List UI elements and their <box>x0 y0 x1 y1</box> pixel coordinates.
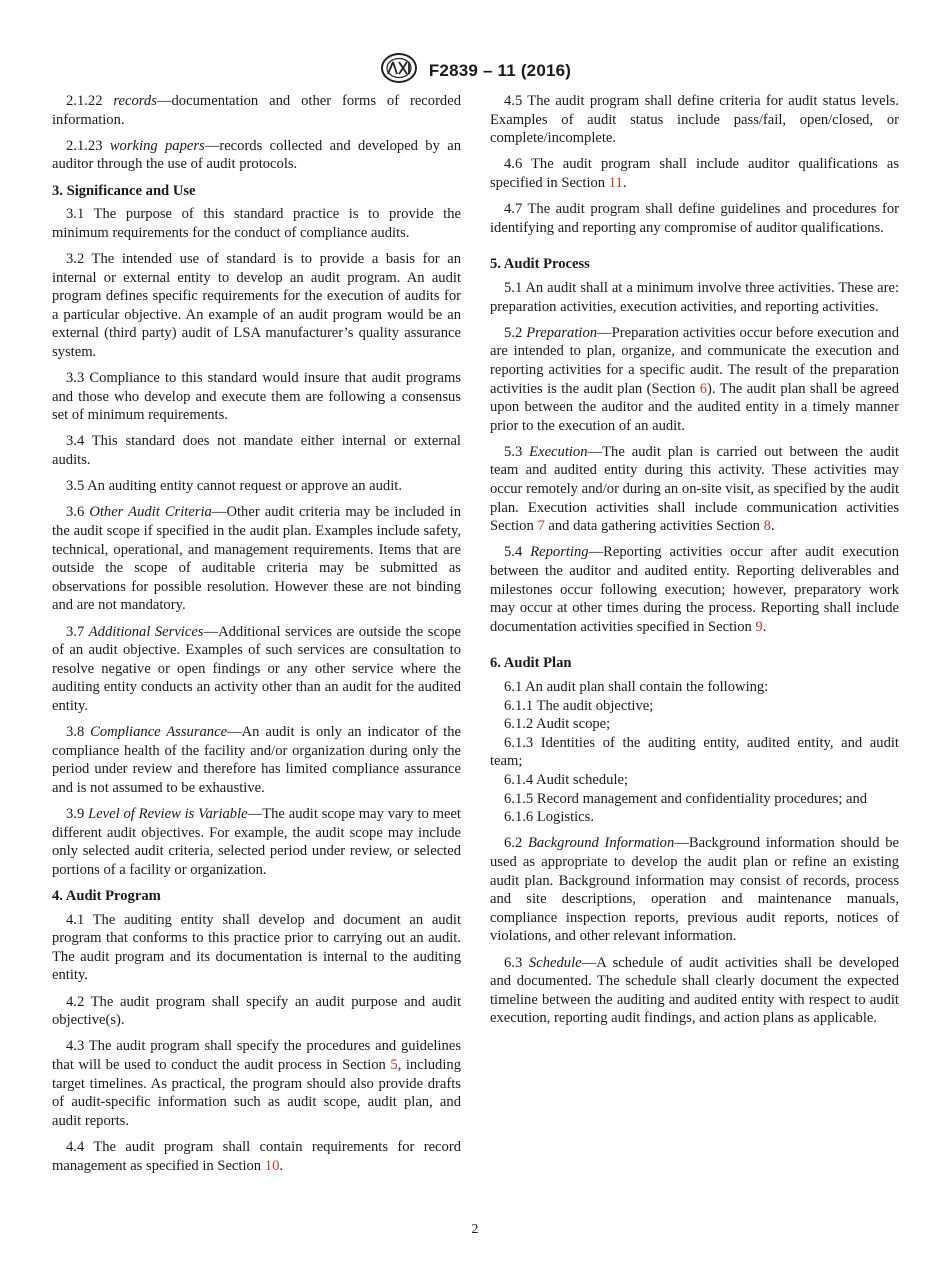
paragraph-3-1: 3.1 The purpose of this standard practice is to provide the minimum requirements for the conduct of compliance audits. <box>52 206 461 241</box>
section-link-6[interactable]: 6 <box>699 380 708 397</box>
list-item-6-1-5: 6.1.5 Record management and confidentiality procedures; and <box>504 790 868 807</box>
list-item-6-1-3: 6.1.3 Identities of the auditing entity, audited entity, and audit team; <box>490 734 899 770</box>
paragraph-3-7: 3.7 Additional Services—Additional services are outside the scope of an audit objective. Examples of such services are consultation to resolve negative or open findings or any other service where the auditing entity conducts an activity other than an audit for the audited entity. <box>52 623 461 714</box>
paragraph-4-2: 4.2 The audit program shall specify an audit purpose and audit objective(s). <box>52 993 461 1029</box>
section-link-9[interactable]: 9 <box>755 618 763 635</box>
list-item-6-1-2: 6.1.2 Audit scope; <box>504 716 611 733</box>
paragraph-6-1: 6.1 An audit plan shall contain the following: <box>504 679 769 695</box>
paragraph-6-3: 6.3 Schedule—A schedule of audit activities shall be developed and documented. The schedule shall clearly document the expected timeline between the auditing and audited entity with respect to audit execution, reporting audit findings, and action plans as applicable. <box>490 954 899 1027</box>
section-heading-6: 6. Audit Plan <box>490 655 572 672</box>
left-column <box>52 92 461 1183</box>
paragraph-4-5: 4.5 The audit program shall define criteria for audit status levels. Examples of audit status include pass/fail, open/closed, or complete/incomplete. <box>490 93 899 147</box>
paragraph-5-4: 5.4 Reporting—Reporting activities occur after audit execution between the auditor and audited entity. Reporting deliverables and milestones occur following execution; however, preparatory work may occur at other times during the process. Reporting shall include documentation activities specified in Section 9. <box>490 544 899 635</box>
section-link-8[interactable]: 8 <box>763 518 771 535</box>
section-heading-3: 3. Significance and Use <box>52 182 196 199</box>
list-item-6-1-4: 6.1.4 Audit schedule; <box>504 771 629 788</box>
paragraph-3-8: 3.8 Compliance Assurance—An audit is only an indicator of the compliance health of the facility and/or organization during only the period under review and therefore has limited compliance assurance and is not assumed to be exhaustive. <box>52 724 461 796</box>
paragraph-4-6: 4.6 The audit program shall include auditor qualifications as specified in Section 11. <box>490 156 899 191</box>
astm-logo-icon <box>379 52 419 89</box>
section-heading-5: 5. Audit Process <box>490 256 590 273</box>
right-column <box>490 92 899 1035</box>
section-link-11[interactable]: 11 <box>608 174 623 191</box>
paragraph-4-4: 4.4 The audit program shall contain requirements for record management as specified in Section 10. <box>52 1139 461 1174</box>
paragraph-3-3: 3.3 Compliance to this standard would insure that audit programs and those who develop and execute them are following a consensus set of minimum requirements. <box>52 370 461 424</box>
list-item-6-1-1: 6.1.1 The audit objective; <box>504 697 654 714</box>
definition-2-1-22: 2.1.22 records—documentation and other forms of recorded information. <box>52 93 461 128</box>
paragraph-6-2: 6.2 Background Information—Background information should be used as appropriate to develop the audit plan or refine an existing audit plan. Background information may consist of records, process and site descriptions, operation and maintenance manuals, compliance inspection reports, previous audit reports, notices of violations, and other relevant information. <box>490 835 900 945</box>
paragraph-5-2: 5.2 Preparation—Preparation activities occur before execution and are intended to plan, organize, and communicate the execution and reporting activities for a specific audit. The result of the preparation activities is the audit plan (Section 6). The audit plan shall be agreed upon between the auditor and the audited entity in a timely manner prior to the execution of an audit. <box>490 324 900 434</box>
paragraph-5-3: 5.3 Execution—The audit plan is carried out between the audit team and audited entity during this activity. These activities may occur remotely and/or during an on-site visit, as specified by the audit plan. Execution activities shall include communication activities Section 7 and data gathering activities Section 8. <box>490 443 899 535</box>
list-item-6-1-6: 6.1.6 Logistics. <box>504 809 594 826</box>
section-link-10[interactable]: 10 <box>264 1157 280 1174</box>
page-number: 2 <box>471 1222 479 1237</box>
definition-2-1-23: 2.1.23 working papers—records collected and developed by an auditor through the use of audit protocols. <box>52 137 461 173</box>
paragraph-3-9: 3.9 Level of Review is Variable—The audit scope may vary to meet different audit objectives. For example, the audit scope may include only selected audit criteria, selected period under review, or selected portions of a facility or organization. <box>52 806 461 878</box>
paragraph-4-3: 4.3 The audit program shall specify the procedures and guidelines that will be used to conduct the audit process in Section 5, including target timelines. As practical, the program should also provide drafts of audit-specific information such as audit scope, audit plan, and audit reports. <box>52 1038 461 1129</box>
paragraph-4-7: 4.7 The audit program shall define guidelines and procedures for identifying and reporting any compromise of auditor qualifications. <box>490 201 899 236</box>
paragraph-3-5: 3.5 An auditing entity cannot request or approve an audit. <box>66 478 402 495</box>
standard-code: F2839 – 11 (2016) <box>428 60 572 80</box>
section-link-5[interactable]: 5 <box>390 1057 398 1074</box>
page-header <box>0 52 950 89</box>
paragraph-3-2: 3.2 The intended use of standard is to provide a basis for an internal or external entity to develop an audit program. An audit program defines specific requirements for the execution of audits for a particular objective. An example of an audit program would be an external (third party) audit of LSA manufacturer’s quality assurance system. <box>52 250 461 360</box>
paragraph-3-4: 3.4 This standard does not mandate either internal or external audits. <box>52 433 461 469</box>
paragraph-4-1: 4.1 The auditing entity shall develop and document an audit program that conforms to this practice prior to carrying out an audit. The audit program and its documentation is internal to the auditing entity. <box>52 911 461 984</box>
section-link-7[interactable]: 7 <box>537 518 545 535</box>
paragraph-5-1: 5.1 An audit shall at a minimum involve three activities. These are: preparation activities, execution activities, and reporting activities. <box>490 279 899 315</box>
paragraph-3-6: 3.6 Other Audit Criteria—Other audit criteria may be included in the audit scope if specified in the audit plan. Examples include safety, technical, operational, and management requirements. Items that are outside the scope of auditable criteria may be submitted as observations for possible resolution. However these are not binding and are not mandatory. <box>52 504 461 614</box>
section-heading-4: 4. Audit Program <box>52 888 161 905</box>
